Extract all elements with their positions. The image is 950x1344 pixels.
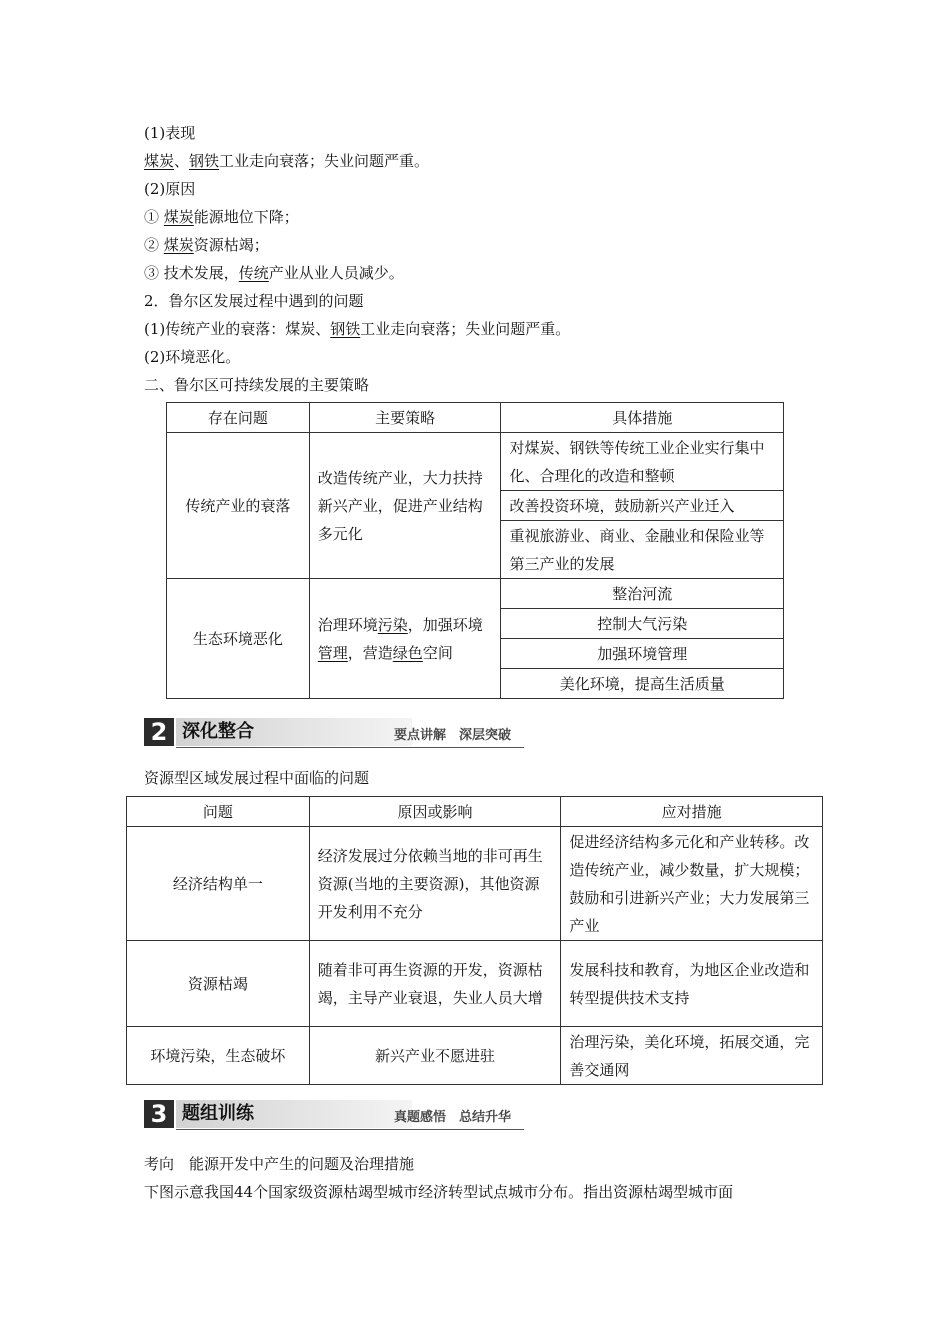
banner-rule [176,1129,524,1130]
text-fragment: (1)传统产业的衰落：煤炭、 [144,320,331,338]
table-cell-measure: 加强环境管理 [501,639,784,669]
underlined-term: 绿色 [392,643,423,662]
text-fragment: ① [144,208,164,226]
text-line [144,235,269,255]
underlined-term: 污染 [377,615,408,634]
text-fragment: 空间 [422,643,453,662]
text-fragment: ，加强环境 [407,615,483,634]
table-cell-cause: 随着非可再生资源的开发，资源枯竭，主导产业衰退，失业人员大增 [309,941,561,1027]
table-cell-measure: 改善投资环境，鼓励新兴产业迁入 [501,491,784,521]
table-cell-measure: 美化环境，提高生活质量 [501,669,784,699]
section-banner [144,716,524,748]
table-cell-strategy [309,579,501,699]
banner-number: 2 [144,718,174,746]
banner-subtitle: 真题感悟 总结升华 [394,1110,512,1125]
text-fragment: 、 [174,152,190,170]
text-line: (1)表现 [144,124,196,142]
text-line [144,263,404,283]
table-header: 问题 [127,797,310,827]
text-line: 考向 能源开发中产生的问题及治理措施 [144,1155,415,1173]
text-fragment: 工业走向衰落；失业问题严重。 [219,152,430,170]
table-header: 原因或影响 [309,797,561,827]
text-line [144,319,570,339]
table-cell-measure: 促进经济结构多元化和产业转移。改造传统产业，减少数量，扩大规模；鼓励和引进新兴产业；大力发展第三产业 [561,827,823,941]
underlined-term: 钢铁 [330,320,361,338]
banner-subtitle: 要点讲解 深层突破 [394,728,512,743]
text-line: 下图示意我国44个国家级资源枯竭型城市经济转型试点城市分布。指出资源枯竭型城市面 [144,1183,734,1201]
underlined-term: 煤炭 [144,152,175,170]
strategy-table [166,402,784,699]
text-fragment: ② [144,236,164,254]
underlined-term: 煤炭 [163,208,194,226]
text-fragment: 工业走向衰落；失业问题严重。 [360,320,571,338]
table-cell-problem: 资源枯竭 [127,941,310,1027]
banner-title: 深化整合 [182,721,254,742]
table-cell-cause: 经济发展过分依赖当地的非可再生资源(当地的主要资源)，其他资源开发利用不充分 [309,827,561,941]
text-fragment: 资源枯竭； [193,236,269,254]
text-line: (2)原因 [144,180,196,198]
underlined-term: 钢铁 [189,152,220,170]
text-fragment: 治理环境 [317,615,378,634]
banner-title: 题组训练 [182,1103,254,1124]
table-cell-measure: 治理污染，美化环境，拓展交通，完善交通网 [561,1027,823,1085]
text-fragment: ③ 技术发展， [144,264,239,282]
table-cell-cause: 新兴产业不愿进驻 [309,1027,561,1085]
text-fragment: 能源地位下降； [193,208,299,226]
table-cell-problem: 环境污染，生态破坏 [127,1027,310,1085]
text-line [144,151,429,171]
text-line: (2)环境恶化。 [144,348,241,366]
section-heading: 二、鲁尔区可持续发展的主要策略 [144,376,370,394]
table-header: 具体措施 [501,403,784,433]
text-fragment: ，营造 [347,643,393,662]
table-cell-problem: 经济结构单一 [127,827,310,941]
table-cell-problem: 传统产业的衰落 [167,433,310,579]
underlined-term: 传统 [238,264,269,282]
text-line: 资源型区域发展过程中面临的问题 [144,769,370,787]
underlined-term: 管理 [317,643,348,662]
table-header: 存在问题 [167,403,310,433]
table-cell-problem: 生态环境恶化 [167,579,310,699]
text-line [144,207,299,227]
table-cell-measure: 发展科技和教育，为地区企业改造和转型提供技术支持 [561,941,823,1027]
table-header: 主要策略 [309,403,501,433]
table-cell-measure: 对煤炭、钢铁等传统工业企业实行集中化、合理化的改造和整顿 [501,433,784,491]
table-cell-measure: 整治河流 [501,579,784,609]
section-banner [144,1098,524,1130]
table-cell-strategy: 改造传统产业，大力扶持新兴产业，促进产业结构多元化 [309,433,501,579]
underlined-term: 煤炭 [163,236,194,254]
table-cell-measure: 重视旅游业、商业、金融业和保险业等第三产业的发展 [501,521,784,579]
resource-region-table [126,796,823,1085]
table-header: 应对措施 [561,797,823,827]
table-cell-measure: 控制大气污染 [501,609,784,639]
text-line: 2．鲁尔区发展过程中遇到的问题 [144,292,364,310]
banner-number: 3 [144,1100,174,1128]
banner-rule [176,747,524,748]
text-fragment: 产业从业人员减少。 [268,264,404,282]
